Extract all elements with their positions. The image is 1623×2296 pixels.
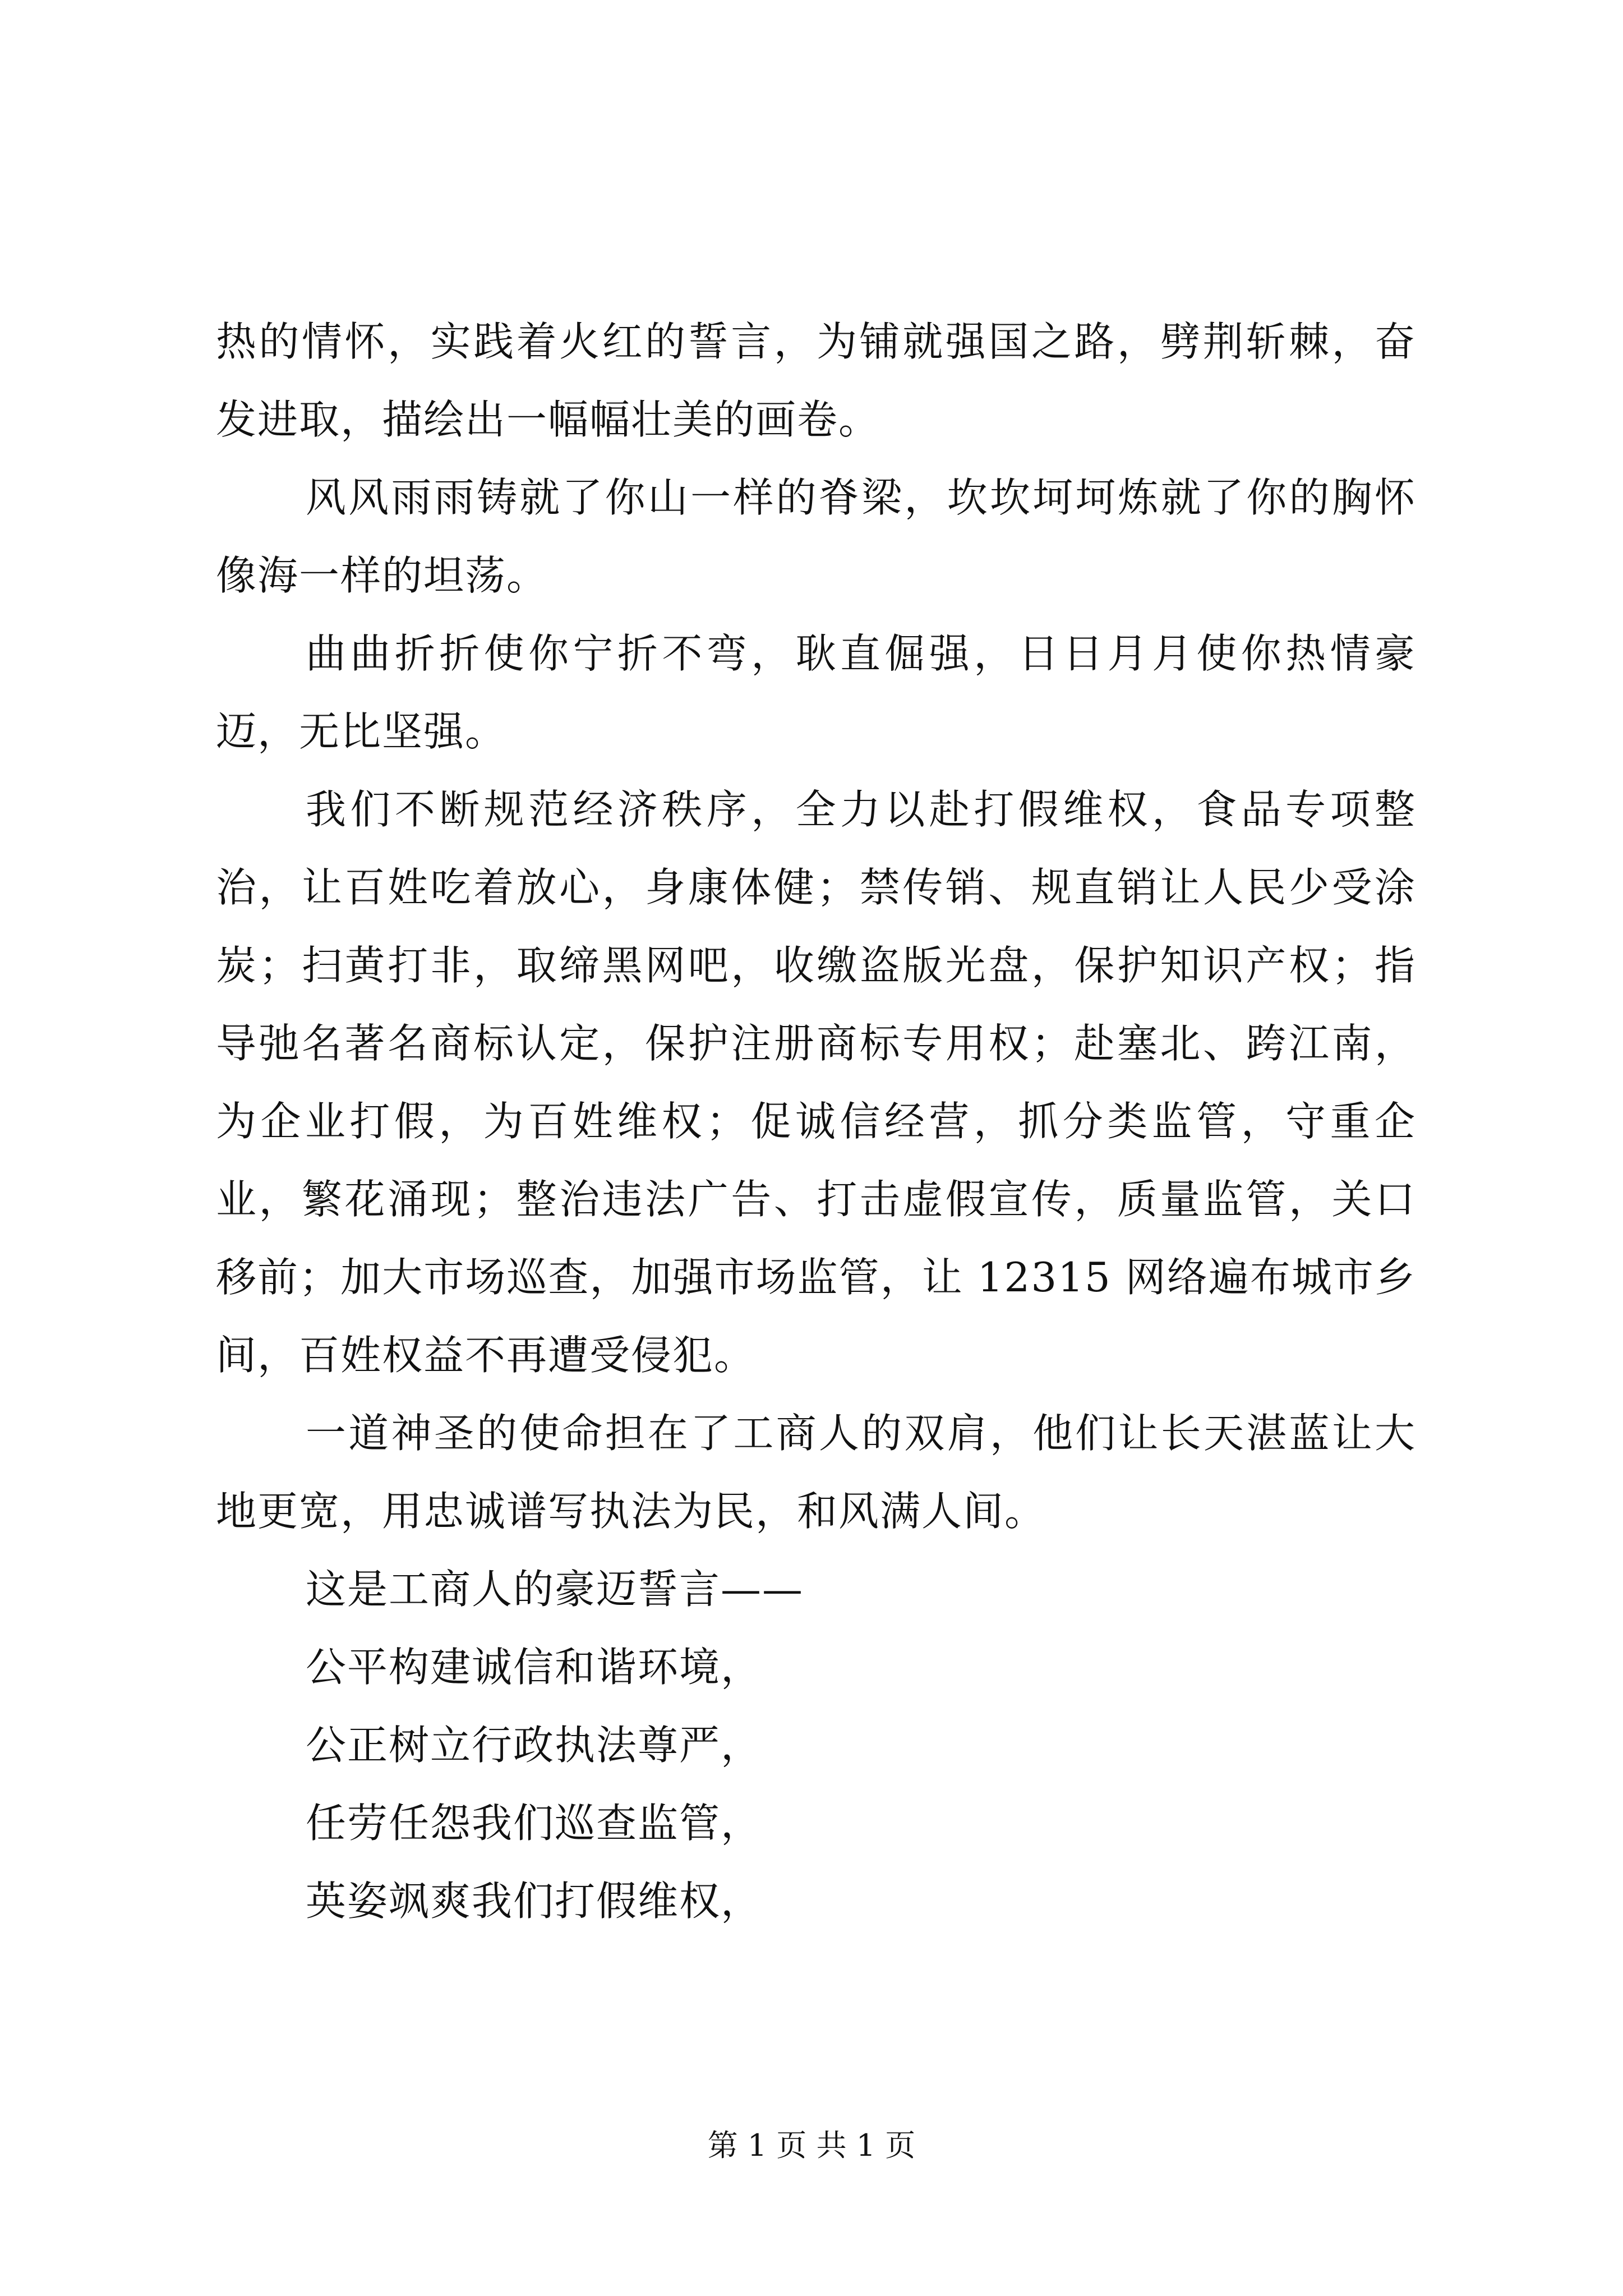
poem-line-justice: 公正树立行政执法尊严， (306, 1722, 763, 1769)
paragraph-sacred-mission: 一道神圣的使命担在了工商人的双肩，他们让长天湛蓝让大地更宽，用忠诚谱写执法为民，和风满人间。 (216, 1410, 1416, 1535)
paragraph-market-regulation: 我们不断规范经济秩序，全力以赴打假维权，食品专项整治，让百姓吃着放心，身康体健；禁传销、规直销让人民少受涂炭；扫黄打非，取缔黑网吧，收缴盗版光盘，保护知识产权；指导弛名著名商标认定，保护注册商标专用权；赴塞北、跨江南，为企业打假，为百姓维权；促诚信经营，抓分类监管，守重企业，繁花涌现；整治违法广告、打击虚假宣传，质量监管，关口移前；加大市场巡查，加强市场监管，让 12315 网络遍布城市乡间，百姓权益不再遭受侵犯。 (216, 786, 1416, 1379)
poem-line-rights: 英姿飒爽我们打假维权， (306, 1878, 763, 1925)
paragraph-spine: 风风雨雨铸就了你山一样的脊梁，坎坎坷坷炼就了你的胸怀像海一样的坦荡。 (216, 474, 1416, 599)
poem-line-oath: 这是工商人的豪迈誓言—— (306, 1566, 804, 1613)
paragraph-unbending: 曲曲折折使你宁折不弯，耿直倔强，日日月月使你热情豪迈，无比坚强。 (216, 630, 1416, 755)
paragraph-continuation: 热的情怀，实践着火红的誓言，为铺就强国之路，劈荆斩棘，奋发进取，描绘出一幅幅壮美的画卷。 (216, 318, 1416, 443)
poem-line-inspection: 任劳任怨我们巡查监管， (306, 1800, 763, 1847)
document-body (216, 303, 1416, 1940)
poem-line-fairness: 公平构建诚信和谐环境， (306, 1644, 763, 1691)
page-footer: 第 1 页 共 1 页 (707, 2128, 916, 2163)
